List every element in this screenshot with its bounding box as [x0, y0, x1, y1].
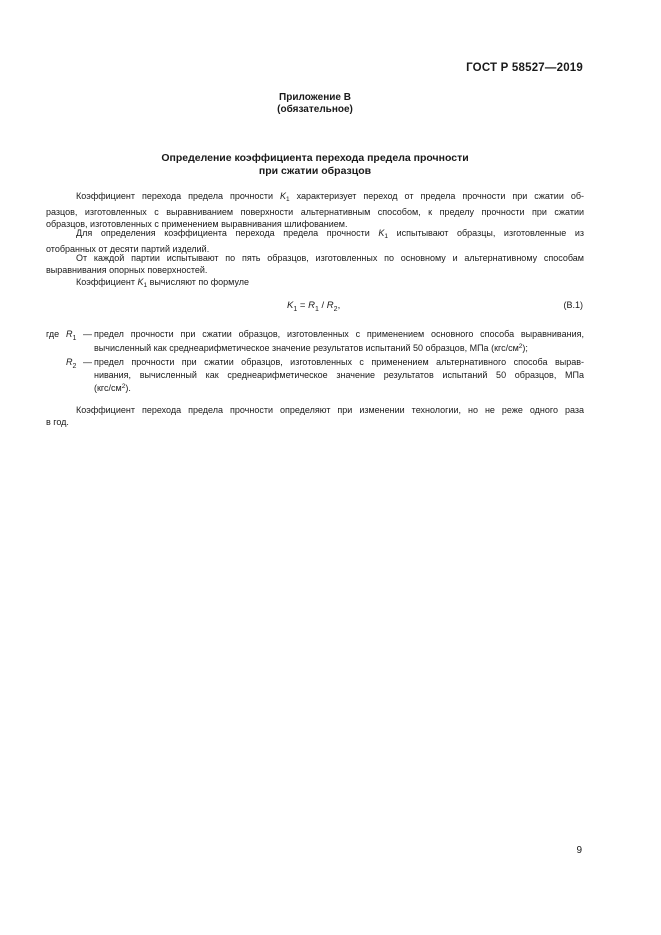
superscript: 2 — [121, 383, 126, 390]
definition-dash: — — [83, 329, 92, 339]
definition-r2-line-1: предел прочности при сжатии образцов, изготовленных с применением альтернативного способа вырав- — [94, 357, 584, 367]
subscript: 1 — [384, 233, 388, 240]
formula-equals: = — [297, 300, 309, 311]
definition-r2-line-3 — [94, 381, 584, 395]
text-fragment: Коэффициент перехода предела прочности — [76, 191, 280, 201]
text-fragment: Коэффициент — [76, 277, 138, 287]
text-fragment: вычисленный как среднеарифметическое значение результатов испытаний 50 образцов, МПа (кгс/см — [94, 342, 519, 353]
paragraph-1-line-3: образцов, изготовленных с применением выравнивания шлифованием. — [46, 219, 348, 229]
annex-heading — [0, 92, 630, 116]
definition-r2-line-2: нивания, вычисленный как среднеарифметическое значение результатов испытаний 50 образцов, МПа — [94, 369, 584, 380]
subscript: 2 — [333, 305, 338, 313]
definition-r1-line-1: предел прочности при сжатии образцов, изготовленных с применением основного способа выравнивания, — [94, 329, 584, 339]
page-number: 9 — [576, 845, 582, 856]
symbol-k: K — [378, 228, 385, 238]
paragraph-1 — [46, 190, 584, 230]
formula-r1: R — [308, 300, 315, 311]
formula-b1 — [287, 300, 340, 313]
paragraph-5-line-1: Коэффициент перехода предела прочности определяют при изменении технологии, но не реже одного раза — [76, 405, 584, 415]
annex-status: (обязательное) — [277, 104, 353, 115]
paragraph-2-line-2: отобранных от десяти партий изделий. — [46, 244, 210, 254]
subscript: 1 — [286, 196, 290, 203]
paragraph-2-line-1 — [46, 227, 584, 243]
definition-r1-line-2 — [94, 341, 584, 355]
section-title-line1: Определение коэффициента перехода предела прочности — [161, 152, 469, 164]
paragraph-1-line-2: разцов, изготовленных с выравниванием поверхности альтернативным способом, к пределу прочности при сжатии — [46, 207, 584, 217]
formula-number: (В.1) — [563, 300, 583, 310]
symbol-k: K — [137, 277, 144, 287]
definition-text — [94, 328, 584, 354]
paragraph-5-line-2: в год. — [46, 417, 69, 427]
subscript: 1 — [293, 305, 298, 313]
subscript: 1 — [143, 282, 148, 289]
standard-code: ГОСТ Р 58527—2019 — [466, 62, 583, 74]
subscript: 1 — [314, 305, 319, 313]
definition-dash: — — [83, 357, 92, 367]
text-fragment: испытывают образцы, изготовленные из — [387, 228, 584, 238]
definition-text — [94, 356, 584, 395]
definition-symbol — [66, 356, 76, 373]
paragraph-4 — [46, 276, 584, 292]
subscript: 2 — [72, 362, 77, 370]
text-fragment: Для определения коэффициента перехода предела прочности — [76, 228, 379, 238]
section-title-line2: при сжатии образцов — [258, 165, 372, 177]
symbol-r: R — [66, 357, 73, 367]
formula-r2: R — [326, 300, 334, 311]
paragraph-3-line-1: От каждой партии испытывают по пять образцов, изготовленных по основному и альтернативному способам — [76, 253, 584, 263]
where-label: где — [46, 329, 60, 339]
paragraph-3 — [46, 252, 584, 276]
text-fragment: вычисляют по формуле — [147, 277, 250, 287]
annex-title: Приложение В — [279, 92, 351, 103]
superscript: 2 — [518, 342, 523, 350]
formula-lhs: K — [287, 300, 294, 311]
text-fragment: ); — [522, 342, 528, 353]
paragraph-5 — [46, 404, 584, 428]
formula-end: , — [337, 300, 341, 311]
definition-symbol — [66, 328, 76, 345]
text-fragment: ). — [125, 383, 131, 393]
symbol-r: R — [66, 329, 73, 339]
subscript: 1 — [72, 334, 77, 342]
text-fragment: характеризует переход от предела прочности при сжатии об- — [289, 191, 584, 201]
section-title — [0, 152, 630, 178]
symbol-k: K — [280, 191, 287, 201]
paragraph-3-line-2: выравнивания опорных поверхностей. — [46, 265, 208, 275]
paragraph-1-line-1 — [46, 190, 584, 206]
formula-slash: / — [318, 300, 327, 311]
paragraph-2 — [46, 227, 584, 255]
text-fragment: (кгс/см — [94, 383, 122, 393]
